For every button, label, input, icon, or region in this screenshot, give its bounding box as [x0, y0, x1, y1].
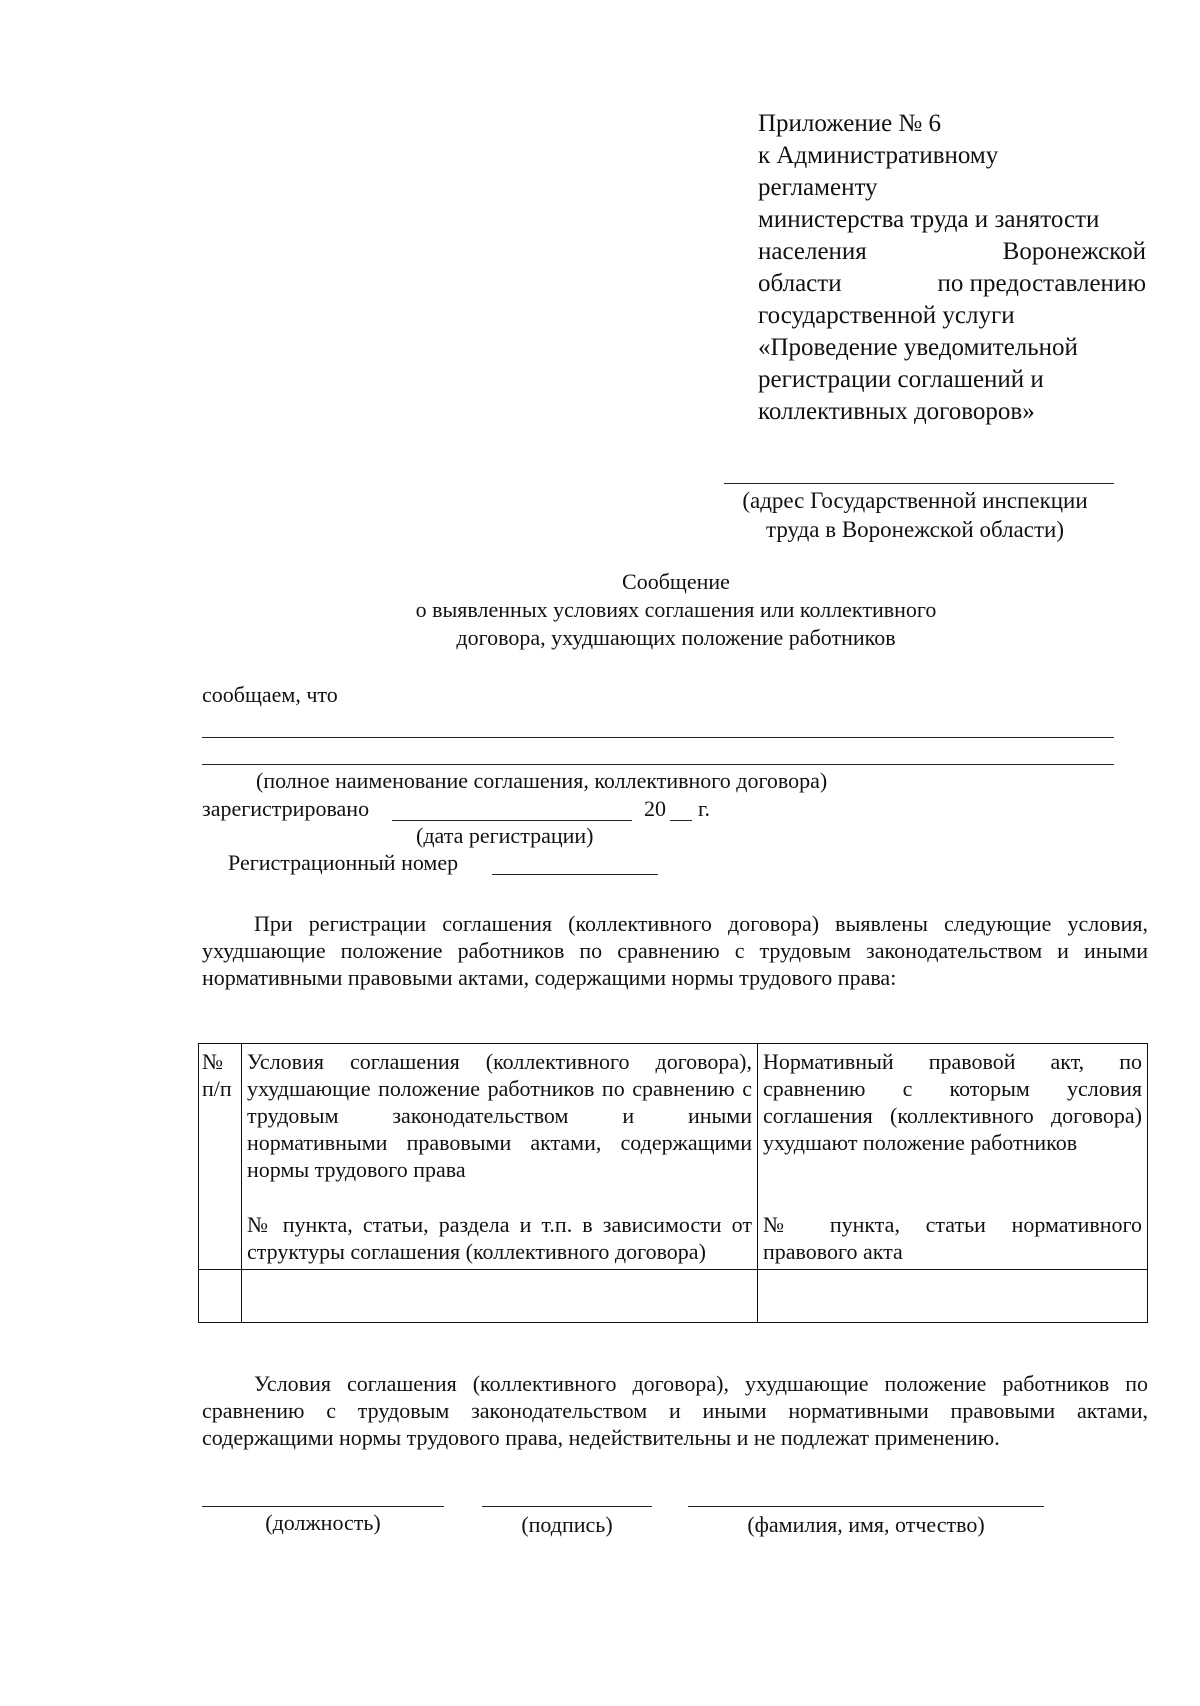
table-cell-legal-act[interactable] [758, 1270, 1148, 1323]
cell-gap [763, 1156, 1142, 1211]
appendix-line-3: регламенту [758, 174, 878, 201]
address-blank-line[interactable] [724, 483, 1114, 484]
title-line-3: договора, ухудшающих положение работников [456, 625, 896, 650]
appendix-line-6-left: области [758, 270, 842, 297]
title-line-1: Сообщение [622, 569, 730, 594]
appendix-line-7: государственной услуги [758, 302, 1015, 329]
appendix-line-2: к Административному [758, 142, 999, 169]
title-line-2: о выявленных условиях соглашения или коллективного [415, 597, 937, 622]
closing-paragraph-text: Условия соглашения (коллективного договора), ухудшающие положение работников по сравнению с трудовым законодательством и иными нормативными правовыми актами, содержащими нормы трудового права, недействительны и не подлежат применению. [202, 1371, 1148, 1450]
signature-line[interactable] [482, 1506, 652, 1507]
conditions-table [198, 1043, 1148, 1323]
table-cell-number[interactable] [199, 1270, 242, 1323]
appendix-line-10: коллективных договоров» [758, 398, 1035, 425]
full-name-signature-line[interactable] [688, 1506, 1044, 1507]
position-caption: (должность) [265, 1510, 381, 1535]
year-suffix: г. [698, 796, 711, 821]
year-blank-line[interactable] [670, 820, 692, 821]
full-name-caption: (полное наименование соглашения, коллективного договора) [256, 768, 828, 793]
appendix-line-5 [758, 236, 1146, 268]
registration-date-line[interactable] [392, 820, 632, 821]
col-legal-act-header [758, 1044, 1148, 1270]
address-caption [700, 486, 1130, 544]
cell-gap [247, 1183, 752, 1211]
appendix-line-6 [758, 268, 1146, 300]
address-caption-line-2: труда в Воронежской области) [765, 517, 1064, 542]
year-prefix: 20 [644, 796, 666, 821]
appendix-line-1: Приложение № 6 [758, 110, 942, 137]
col-legal-act-sub: № пункта, статьи нормативного правового акта [763, 1212, 1142, 1264]
position-signature-line[interactable] [202, 1506, 444, 1507]
appendix-line-8: «Проведение уведомительной [758, 334, 1078, 361]
table-row [199, 1270, 1148, 1323]
report-that-label: сообщаем, что [202, 682, 338, 707]
appendix-line-5-right: Воронежской [1002, 238, 1146, 265]
address-caption-line-1: (адрес Государственной инспекции [742, 488, 1088, 513]
document-title [300, 568, 1052, 652]
registered-label: зарегистрировано [202, 796, 370, 821]
appendix-line-4: министерства труда и занятости [758, 206, 1100, 233]
table-header-row [199, 1044, 1148, 1270]
appendix-line-9: регистрации соглашений и [758, 366, 1044, 393]
full-name-caption-sign: (фамилия, имя, отчество) [747, 1512, 985, 1537]
col-conditions-title: Условия соглашения (коллективного договора), ухудшающие положение работников по сравнению с трудовым законодательством и иными нормативными правовыми актами, содержащими нормы трудового права [247, 1049, 752, 1182]
intro-paragraph [202, 910, 1148, 991]
col-legal-act-title: Нормативный правовой акт, по сравнению с которым условия соглашения (коллективного договора) ухудшают положение работников [763, 1049, 1142, 1155]
col-number-header: № п/п [199, 1044, 242, 1270]
intro-paragraph-text: При регистрации соглашения (коллективного договора) выявлены следующие условия, ухудшающие положение работников по сравнению с трудовым законодательством и иными нормативными правовыми актами, содержащими нормы трудового права: [202, 911, 1148, 990]
agreement-name-line-2[interactable] [202, 764, 1114, 765]
table-cell-conditions[interactable] [242, 1270, 758, 1323]
appendix-header [758, 108, 1146, 428]
col-conditions-sub: № пункта, статьи, раздела и т.п. в зависимости от структуры соглашения (коллективного договора) [247, 1212, 752, 1264]
signature-caption: (подпись) [521, 1512, 613, 1537]
appendix-line-5-left: населения [758, 238, 867, 265]
col-conditions-header [242, 1044, 758, 1270]
appendix-line-6-right: по предоставлению [937, 270, 1146, 297]
reg-number-line[interactable] [492, 874, 658, 875]
closing-paragraph [202, 1370, 1148, 1451]
agreement-name-line-1[interactable] [202, 737, 1114, 738]
reg-number-label: Регистрационный номер [228, 850, 459, 875]
date-caption: (дата регистрации) [416, 823, 594, 848]
